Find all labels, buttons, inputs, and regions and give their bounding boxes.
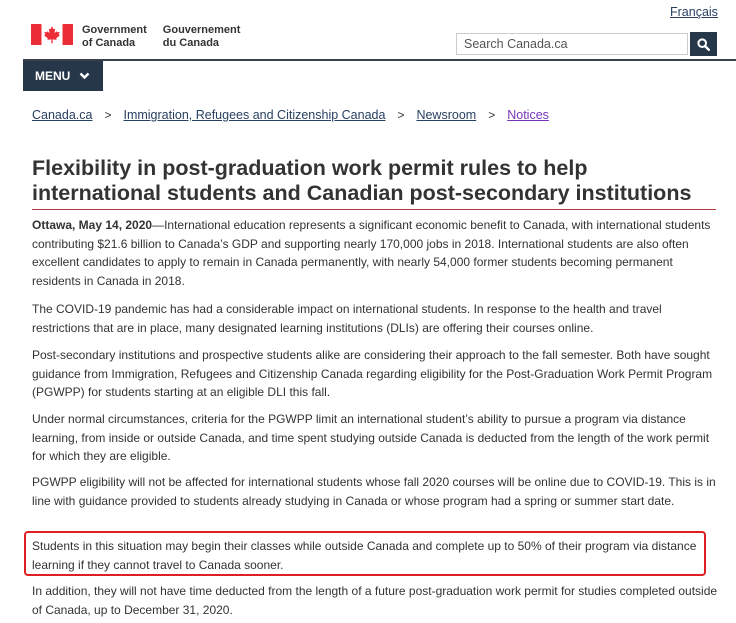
paragraph-1-text: —International education represents a significant economic benefit to Canada, with international students contributing $21.6 billion to Canada’s GDP and supporting nearly 170,000 jobs in 2018. International students are also often excellent candidates to apply to remain in Canada permanently, with nearly 54,000 former students becoming permanent residents in Canada in 2018. — [32, 218, 711, 288]
article-paragraph-6: Students in this situation may begin their classes while outside Canada and complete up to 50% of their program via distance learning if they cannot travel to Canada sooner. — [32, 539, 697, 572]
search-icon — [697, 38, 710, 51]
article-paragraph-7: In addition, they will not have time deducted from the length of a future post-graduation work permit for studies completed outside of Canada, up to December 31, 2020. — [32, 584, 718, 617]
brand-french — [163, 24, 241, 49]
menu-button[interactable] — [23, 61, 103, 91]
title-underline — [32, 209, 716, 210]
language-toggle-link[interactable]: Français — [670, 5, 718, 19]
article-paragraph-5: PGWPP eligibility will not be affected for international students whose fall 2020 courses will be online due to COVID-19. This is in line with guidance provided to students already studying in Canada or whose program had a spring or summer start date. — [32, 475, 716, 508]
canada-flag-icon — [31, 24, 73, 45]
brand-en-line1: Government — [82, 24, 147, 36]
breadcrumb-link-ircc[interactable]: Immigration, Refugees and Citizenship Canada — [123, 108, 386, 122]
breadcrumb-link-notices[interactable]: Notices — [507, 108, 549, 122]
article-paragraph-1 — [32, 216, 720, 290]
brand-english — [82, 24, 147, 49]
header-divider — [23, 59, 736, 61]
article-paragraph-2: The COVID-19 pandemic has had a considerable impact on international students. In response to the health and travel restrictions that are in place, many designated learning institutions (DLIs) are offering their courses online. — [32, 302, 662, 335]
dateline: Ottawa, May 14, 2020 — [32, 218, 153, 232]
brand-fr-line1: Gouvernement — [162, 24, 241, 36]
article-paragraph-3: Post-secondary institutions and prospective students alike are considering their approach to the fall semester. Both have sought guidance from Immigration, Refugees and Citizenship Canada regarding eligibility for the Post-Graduation Work Permit Program (PGWPP) for students starting at an eligible DLI this fall. — [32, 348, 713, 399]
breadcrumb-separator: > — [488, 108, 496, 122]
article-paragraph-4: Under normal circumstances, criteria for the PGWPP limit an international student’s ability to pursue a program via distance learning, from inside or outside Canada, and time spent studying outside Canada is deducted from the length of the work permit for which they are eligible. — [32, 412, 710, 463]
breadcrumb-link-newsroom[interactable]: Newsroom — [416, 108, 477, 122]
breadcrumb — [32, 108, 549, 122]
brand-en-line2: of Canada — [82, 36, 136, 49]
page-title: Flexibility in post-graduation work permit rules to help international students and Canadian post-secondary institutions — [32, 156, 692, 205]
breadcrumb-link-canada[interactable]: Canada.ca — [32, 108, 93, 122]
government-of-canada-signature[interactable] — [31, 24, 240, 49]
brand-fr-line2: du Canada — [162, 36, 220, 49]
menu-label: MENU — [35, 69, 71, 83]
breadcrumb-separator: > — [104, 108, 112, 122]
chevron-down-icon — [79, 72, 90, 80]
breadcrumb-separator: > — [397, 108, 405, 122]
search-input[interactable] — [456, 33, 688, 55]
search-button[interactable] — [690, 32, 717, 56]
